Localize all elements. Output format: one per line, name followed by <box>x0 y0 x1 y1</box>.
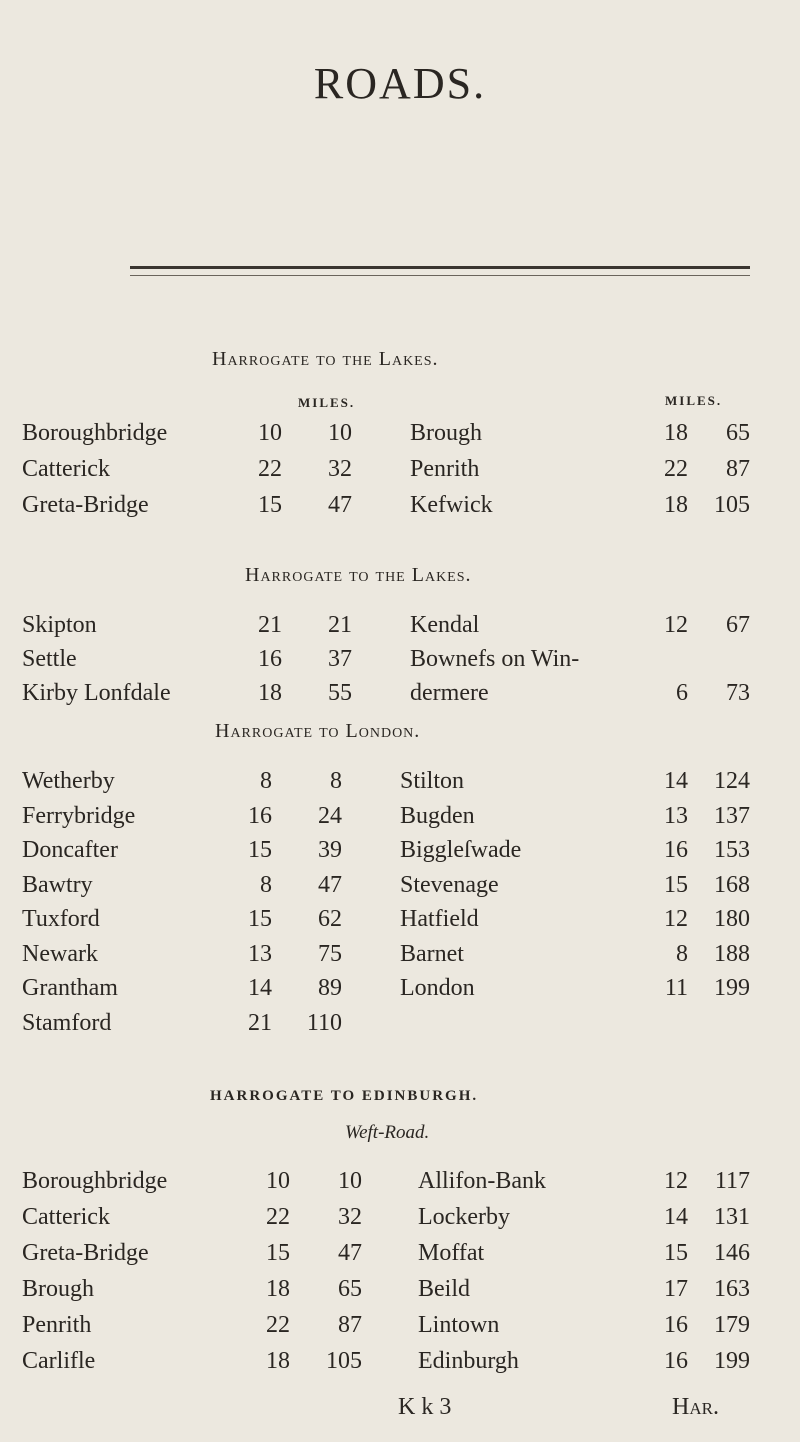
place-name: Boroughbridge <box>22 420 168 446</box>
place-name: Barnet <box>400 940 464 967</box>
total-miles: 163 <box>714 1276 750 1302</box>
place-name: Stamford <box>22 1009 112 1036</box>
place-name: London <box>400 975 475 1001</box>
stage-miles: 21 <box>258 612 282 638</box>
stage-miles: 8 <box>260 768 272 794</box>
total-miles: 124 <box>714 768 750 794</box>
total-miles: 32 <box>338 1204 362 1230</box>
stage-miles: 15 <box>248 837 272 863</box>
table-row <box>0 1348 800 1384</box>
place-name: Bugden <box>400 802 475 829</box>
place-name: Edinburgh <box>418 1348 519 1374</box>
place-name: Beild <box>418 1276 470 1302</box>
total-miles: 32 <box>328 456 352 482</box>
stage-miles: 22 <box>258 456 282 482</box>
stage-miles: 16 <box>248 802 272 829</box>
total-miles: 73 <box>726 680 750 706</box>
total-miles: 62 <box>318 906 342 932</box>
place-name: Tuxford <box>22 906 100 932</box>
place-name: Biggleſwade <box>400 837 522 863</box>
stage-miles: 15 <box>664 871 688 898</box>
place-name: Hatfield <box>400 906 479 932</box>
total-miles: 47 <box>318 871 342 898</box>
page-signature: K k 3 <box>398 1394 452 1420</box>
place-name: Skipton <box>22 612 97 638</box>
section-heading: Harrogate to London. <box>215 720 421 742</box>
total-miles: 87 <box>726 456 750 482</box>
table-row <box>0 1240 800 1276</box>
stage-miles: 18 <box>266 1276 290 1302</box>
total-miles: 89 <box>318 975 342 1001</box>
total-miles: 47 <box>328 492 352 518</box>
stage-miles: 18 <box>664 420 688 446</box>
place-name: Greta-Bridge <box>22 492 149 518</box>
place-name: Penrith <box>22 1312 92 1338</box>
total-miles: 117 <box>714 1168 750 1194</box>
place-name: Ferrybridge <box>22 802 136 829</box>
table-row <box>0 1204 800 1240</box>
stage-miles: 22 <box>266 1204 290 1230</box>
table-row <box>0 975 800 1011</box>
miles-label-left: MILES. <box>298 395 356 410</box>
stage-miles: 16 <box>664 1312 688 1338</box>
table-row <box>0 492 800 528</box>
place-name: Catterick <box>22 456 110 482</box>
total-miles: 199 <box>714 975 750 1001</box>
place-name: Doncafter <box>22 837 118 863</box>
stage-miles: 8 <box>260 871 272 898</box>
table-row <box>0 941 800 977</box>
stage-miles: 15 <box>258 492 282 518</box>
stage-miles: 18 <box>664 492 688 518</box>
place-name: Kirby Lonfdale <box>22 680 171 706</box>
total-miles: 47 <box>338 1240 362 1266</box>
table-row <box>0 1276 800 1312</box>
total-miles: 105 <box>326 1348 362 1374</box>
total-miles: 131 <box>714 1204 750 1230</box>
stage-miles: 12 <box>664 612 688 638</box>
miles-label-right: MILES. <box>665 393 723 408</box>
total-miles: 179 <box>714 1312 750 1338</box>
stage-miles: 16 <box>664 837 688 863</box>
table-row <box>0 837 800 873</box>
table-row <box>0 768 800 804</box>
stage-miles: 8 <box>676 940 688 967</box>
total-miles: 168 <box>714 871 750 898</box>
place-name: Kendal <box>410 612 480 638</box>
table-row <box>0 1010 800 1046</box>
header-rule-thin <box>130 275 750 276</box>
stage-miles: 18 <box>258 680 282 706</box>
stage-miles: 16 <box>664 1348 688 1374</box>
place-name: Greta-Bridge <box>22 1240 149 1266</box>
place-name: Wetherby <box>22 768 115 794</box>
place-name: Kefwick <box>410 492 493 518</box>
total-miles: 137 <box>714 802 750 829</box>
stage-miles: 16 <box>258 646 282 672</box>
header-rule <box>130 266 750 269</box>
table-row <box>0 906 800 942</box>
total-miles: 24 <box>318 802 342 829</box>
place-name: Lockerby <box>418 1204 510 1230</box>
stage-miles: 6 <box>676 680 688 706</box>
stage-miles: 10 <box>266 1168 290 1194</box>
stage-miles: 10 <box>258 420 282 446</box>
total-miles: 75 <box>318 940 342 967</box>
page-title: ROADS. <box>313 59 487 108</box>
total-miles: 10 <box>328 420 352 446</box>
table-row <box>0 612 800 648</box>
table-row <box>0 456 800 492</box>
place-name: Bawtry <box>22 871 93 898</box>
total-miles: 199 <box>714 1348 750 1374</box>
place-name: Stevenage <box>400 871 499 898</box>
total-miles: 65 <box>338 1276 362 1302</box>
stage-miles: 13 <box>664 802 688 829</box>
total-miles: 10 <box>338 1168 362 1194</box>
place-name: Allifon-Bank <box>418 1168 546 1194</box>
total-miles: 110 <box>306 1009 342 1036</box>
place-name: Brough <box>410 420 482 446</box>
place-name: Boroughbridge <box>22 1168 168 1194</box>
section-heading: HARROGATE TO EDINBURGH. <box>210 1088 479 1104</box>
total-miles: 37 <box>328 646 352 672</box>
stage-miles: 21 <box>248 1009 272 1036</box>
section-heading: Harrogate to the Lakes. <box>245 564 472 586</box>
total-miles: 55 <box>328 680 352 706</box>
stage-miles: 12 <box>664 1168 688 1194</box>
place-name: Bownefs on Win- <box>410 646 580 672</box>
place-name: Penrith <box>410 456 480 482</box>
place-name: Stilton <box>400 768 465 794</box>
place-name: dermere <box>410 680 489 706</box>
stage-miles: 14 <box>664 768 688 794</box>
table-row <box>0 872 800 908</box>
total-miles: 87 <box>338 1312 362 1338</box>
stage-miles: 18 <box>266 1348 290 1374</box>
table-row <box>0 1168 800 1204</box>
stage-miles: 15 <box>664 1240 688 1266</box>
table-row <box>0 420 800 456</box>
place-name: Lintown <box>418 1312 500 1338</box>
total-miles: 67 <box>726 612 750 638</box>
table-row <box>0 803 800 839</box>
section-subheading: Weft-Road. <box>345 1122 430 1143</box>
table-row <box>0 1312 800 1348</box>
total-miles: 8 <box>330 768 342 794</box>
total-miles: 105 <box>714 492 750 518</box>
total-miles: 180 <box>714 906 750 932</box>
place-name: Grantham <box>22 975 118 1001</box>
place-name: Carlifle <box>22 1348 96 1374</box>
stage-miles: 22 <box>664 456 688 482</box>
place-name: Catterick <box>22 1204 110 1230</box>
section-heading: Harrogate to the Lakes. <box>212 348 439 370</box>
table-row <box>0 646 800 682</box>
place-name: Moffat <box>418 1240 485 1266</box>
total-miles: 188 <box>714 940 750 967</box>
stage-miles: 15 <box>248 906 272 932</box>
stage-miles: 13 <box>248 940 272 967</box>
stage-miles: 17 <box>664 1276 688 1302</box>
total-miles: 146 <box>714 1240 750 1266</box>
stage-miles: 11 <box>664 975 688 1001</box>
stage-miles: 22 <box>266 1312 290 1338</box>
stage-miles: 12 <box>664 906 688 932</box>
total-miles: 21 <box>328 612 352 638</box>
stage-miles: 15 <box>266 1240 290 1266</box>
stage-miles: 14 <box>664 1204 688 1230</box>
place-name: Brough <box>22 1276 94 1302</box>
place-name: Settle <box>22 646 77 672</box>
total-miles: 153 <box>714 837 750 863</box>
total-miles: 39 <box>318 837 342 863</box>
catchword: Har. <box>672 1394 719 1420</box>
total-miles: 65 <box>726 420 750 446</box>
stage-miles: 14 <box>248 975 272 1001</box>
table-row <box>0 680 800 716</box>
place-name: Newark <box>22 940 98 967</box>
